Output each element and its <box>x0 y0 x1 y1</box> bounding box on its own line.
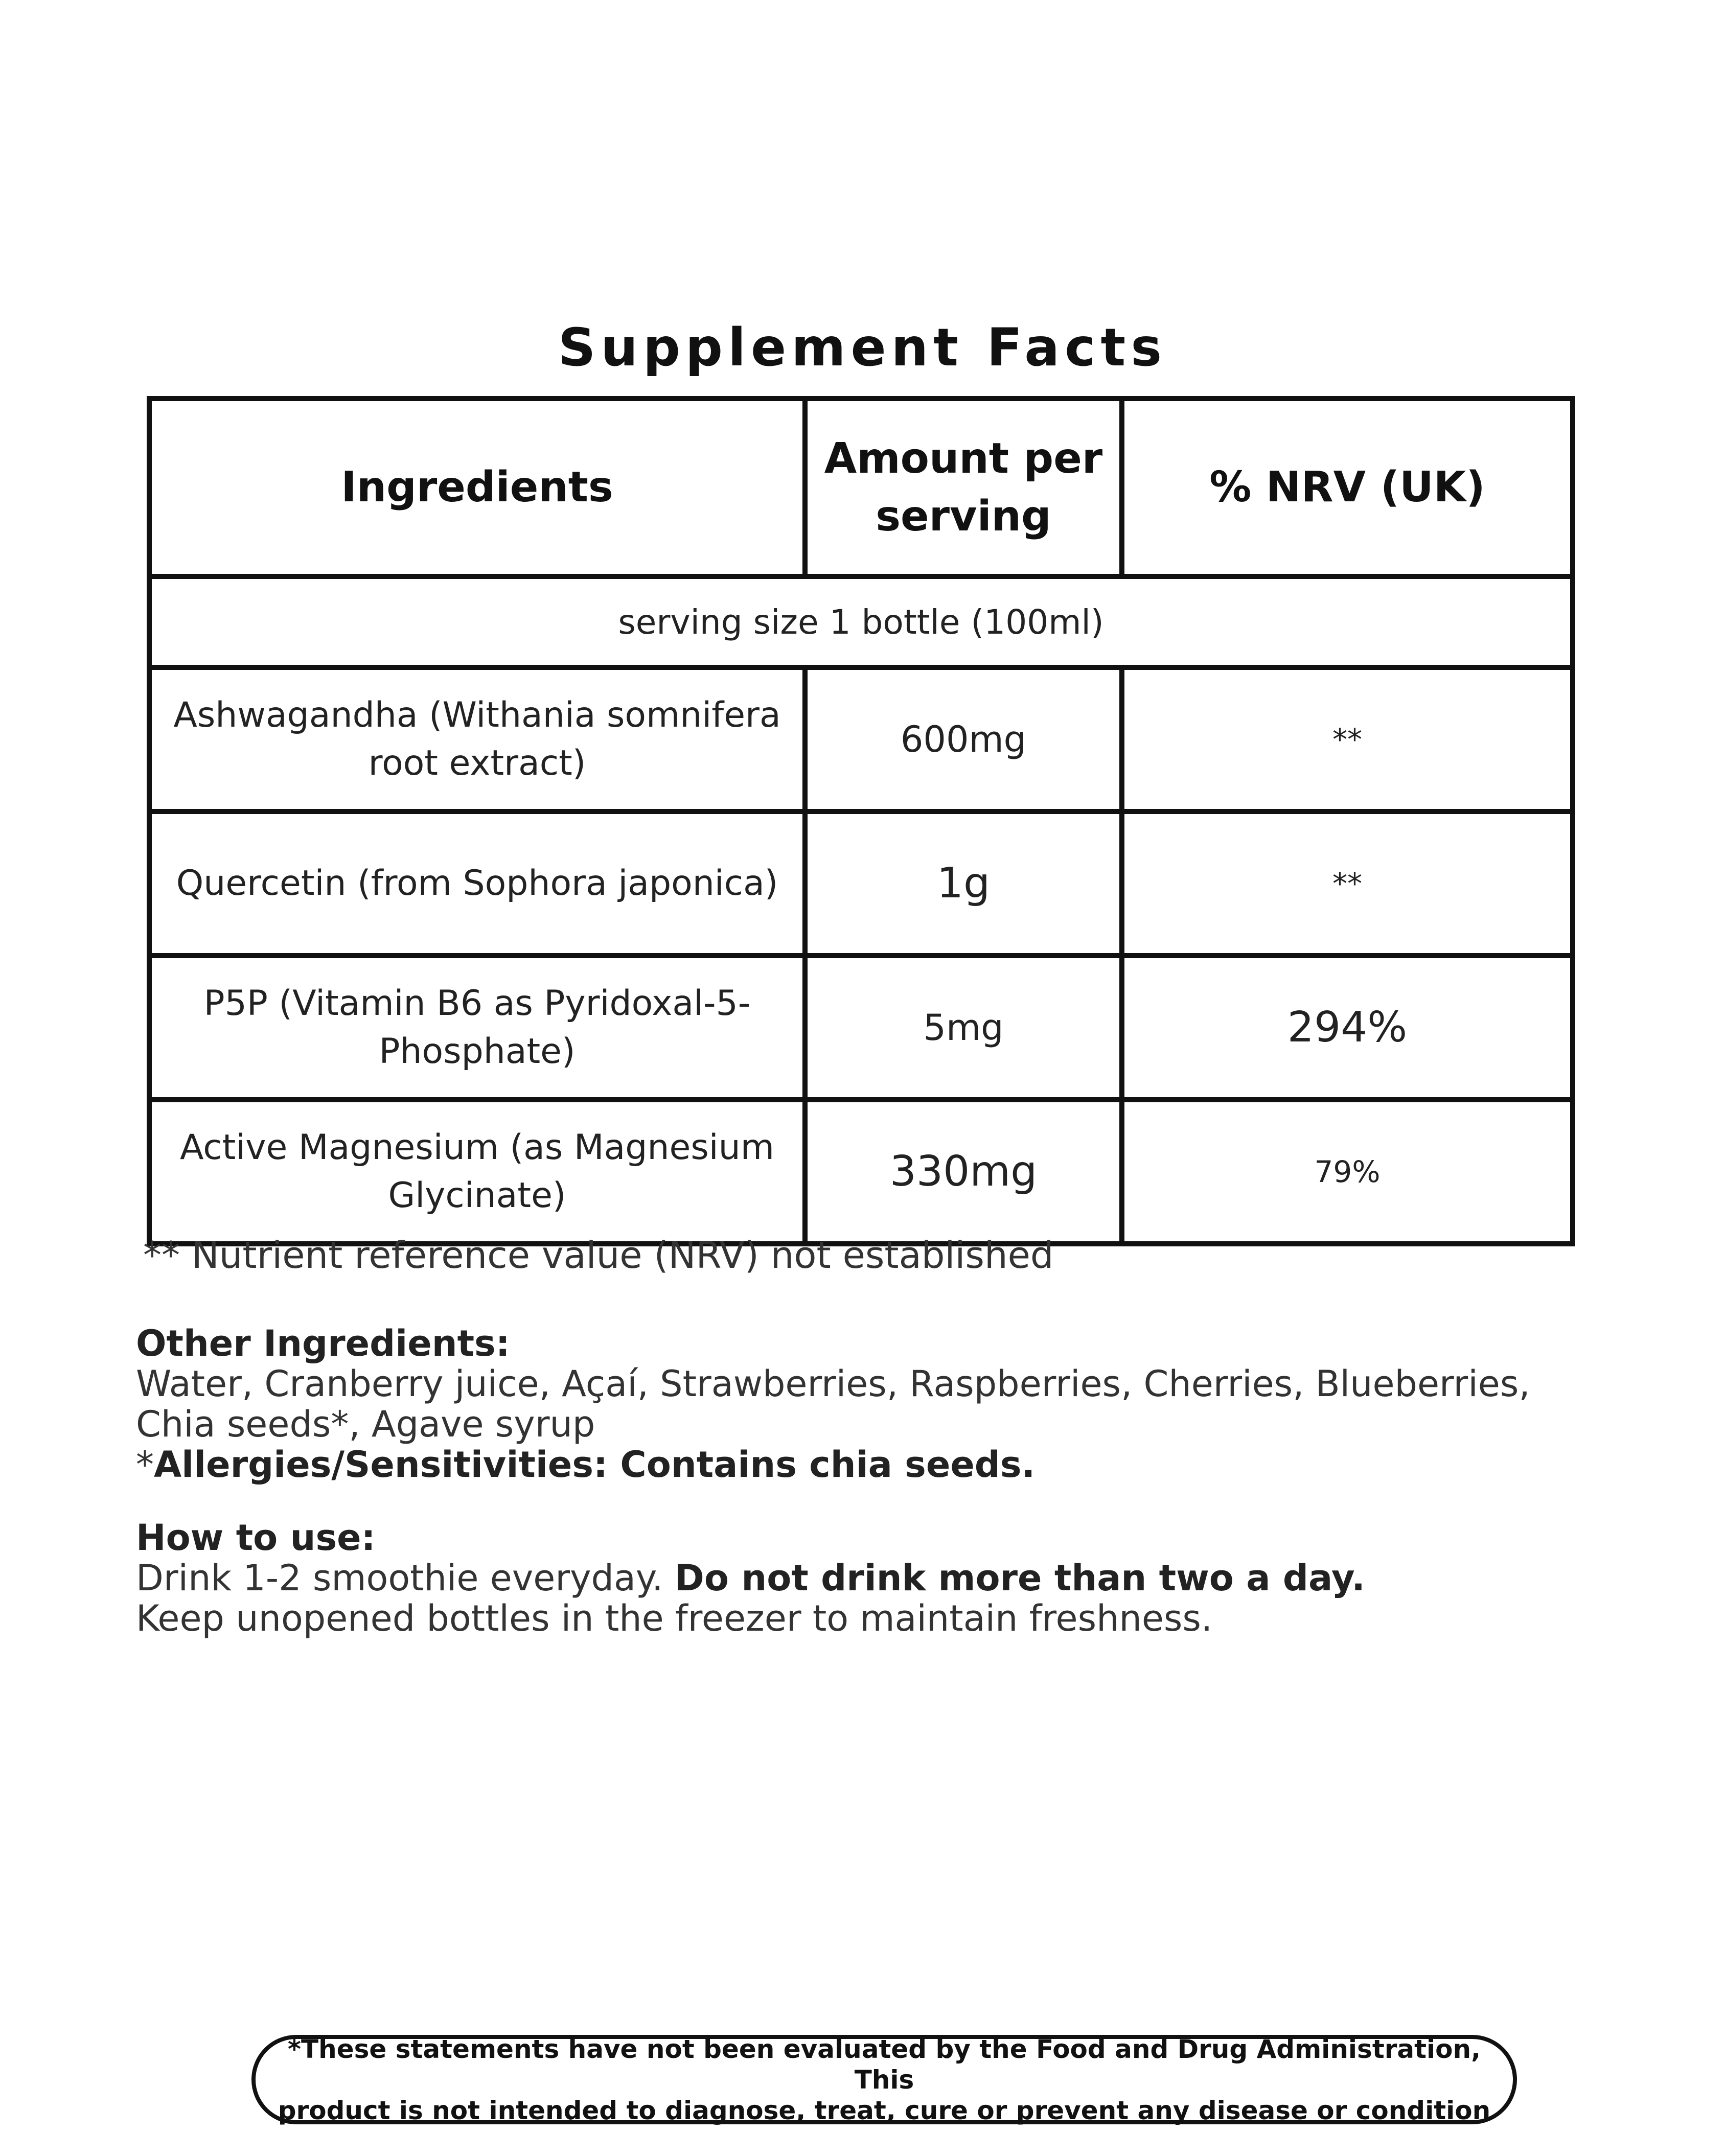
allergy-asterisk: * <box>136 1444 154 1486</box>
ingredient-nrv: 79% <box>1122 1100 1573 1244</box>
table-row <box>149 1100 1573 1244</box>
other-ingredients-heading: Other Ingredients: <box>136 1323 510 1364</box>
serving-size: serving size 1 bottle (100ml) <box>149 576 1573 667</box>
other-ingredients-line-1: Water, Cranberry juice, Açaí, Strawberries, Raspberries, Cherries, Blueberries, <box>136 1363 1530 1405</box>
fda-disclaimer <box>251 2035 1517 2124</box>
ingredient-nrv: ** <box>1122 667 1573 812</box>
other-ingredients-section <box>136 1324 1598 1485</box>
serving-size-row <box>149 576 1573 667</box>
ingredient-name: Active Magnesium (as Magnesium Glycinate) <box>149 1100 805 1244</box>
ingredient-nrv: ** <box>1122 812 1573 956</box>
ingredient-name: Quercetin (from Sophora japonica) <box>149 812 805 956</box>
disclaimer-line-2: product is not intended to diagnose, treat, cure or prevent any disease or condition <box>278 2095 1491 2125</box>
how-to-use-section <box>136 1518 1598 1639</box>
header-nrv: % NRV (UK) <box>1122 399 1573 576</box>
header-amount: Amount per serving <box>805 399 1122 576</box>
nrv-footnote: ** Nutrient reference value (NRV) not established <box>143 1234 1054 1277</box>
table-row <box>149 667 1573 812</box>
page-title: Supplement Facts <box>558 317 1167 378</box>
supplement-facts-table <box>147 396 1575 1246</box>
allergy-text: Allergies/Sensitivities: Contains chia seeds. <box>154 1444 1036 1486</box>
table-header-row <box>149 399 1573 576</box>
other-ingredients-line-2: Chia seeds*, Agave syrup <box>136 1403 595 1445</box>
how-to-use-heading: How to use: <box>136 1517 376 1559</box>
allergy-notice <box>136 1445 1598 1485</box>
ingredient-amount: 5mg <box>805 956 1122 1100</box>
table-row <box>149 956 1573 1100</box>
ingredient-amount: 330mg <box>805 1100 1122 1244</box>
how-to-use-line-2: Keep unopened bottles in the freezer to maintain freshness. <box>136 1597 1213 1639</box>
header-ingredients: Ingredients <box>149 399 805 576</box>
disclaimer-line-1: *These statements have not been evaluated by the Food and Drug Administration, This <box>287 2034 1481 2095</box>
ingredient-name: P5P (Vitamin B6 as Pyridoxal-5-Phosphate) <box>149 956 805 1100</box>
how-to-use-line-1 <box>136 1558 1598 1598</box>
how-to-use-warning: Do not drink more than two a day. <box>674 1557 1365 1599</box>
ingredient-nrv: 294% <box>1122 956 1573 1100</box>
ingredient-amount: 600mg <box>805 667 1122 812</box>
table-row <box>149 812 1573 956</box>
ingredient-name: Ashwagandha (Withania somnifera root extract) <box>149 667 805 812</box>
how-to-use-regular: Drink 1-2 smoothie everyday. <box>136 1557 675 1599</box>
ingredient-amount: 1g <box>805 812 1122 956</box>
